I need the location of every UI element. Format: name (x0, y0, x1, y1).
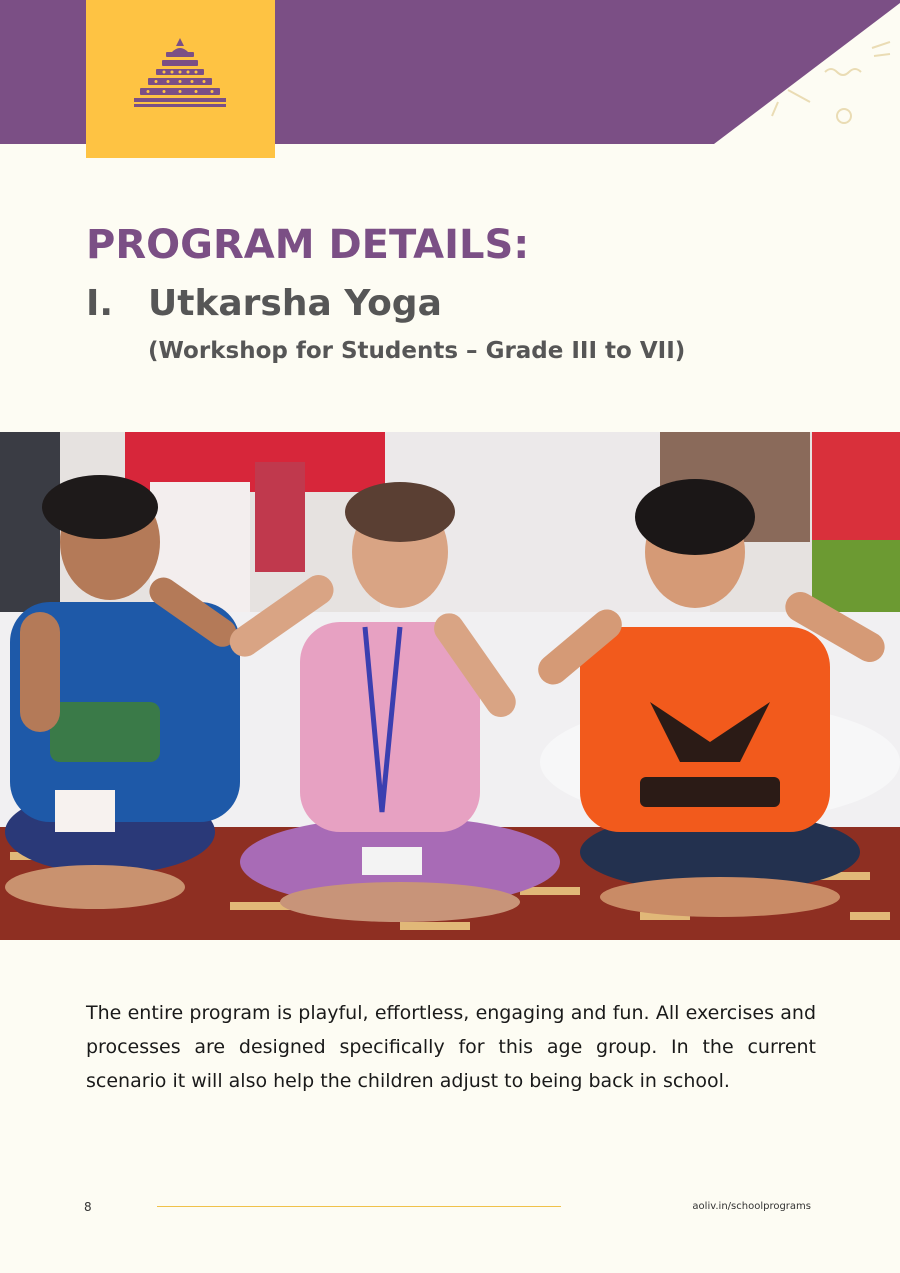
section-number: I. (86, 283, 114, 324)
page-title: PROGRAM DETAILS: (86, 222, 530, 268)
section-subtitle: (Workshop for Students – Grade III to VII) (148, 338, 686, 364)
section-title: Utkarsha Yoga (148, 283, 442, 324)
decorative-doodles (700, 0, 900, 140)
program-description: The entire program is playful, effortless, engaging and fun. All exercises and processes are designed specifically for this age group. In the current scenario it will also help the children adjust to being back in school. (86, 1002, 816, 1092)
page-number: 8 (84, 1200, 92, 1214)
children-meditating-photo (0, 432, 900, 940)
footer-divider (157, 1206, 561, 1207)
logo-box (86, 0, 275, 158)
footer-url[interactable]: aoliv.in/schoolprograms (692, 1201, 811, 1212)
temple-tier-icon (134, 38, 226, 110)
